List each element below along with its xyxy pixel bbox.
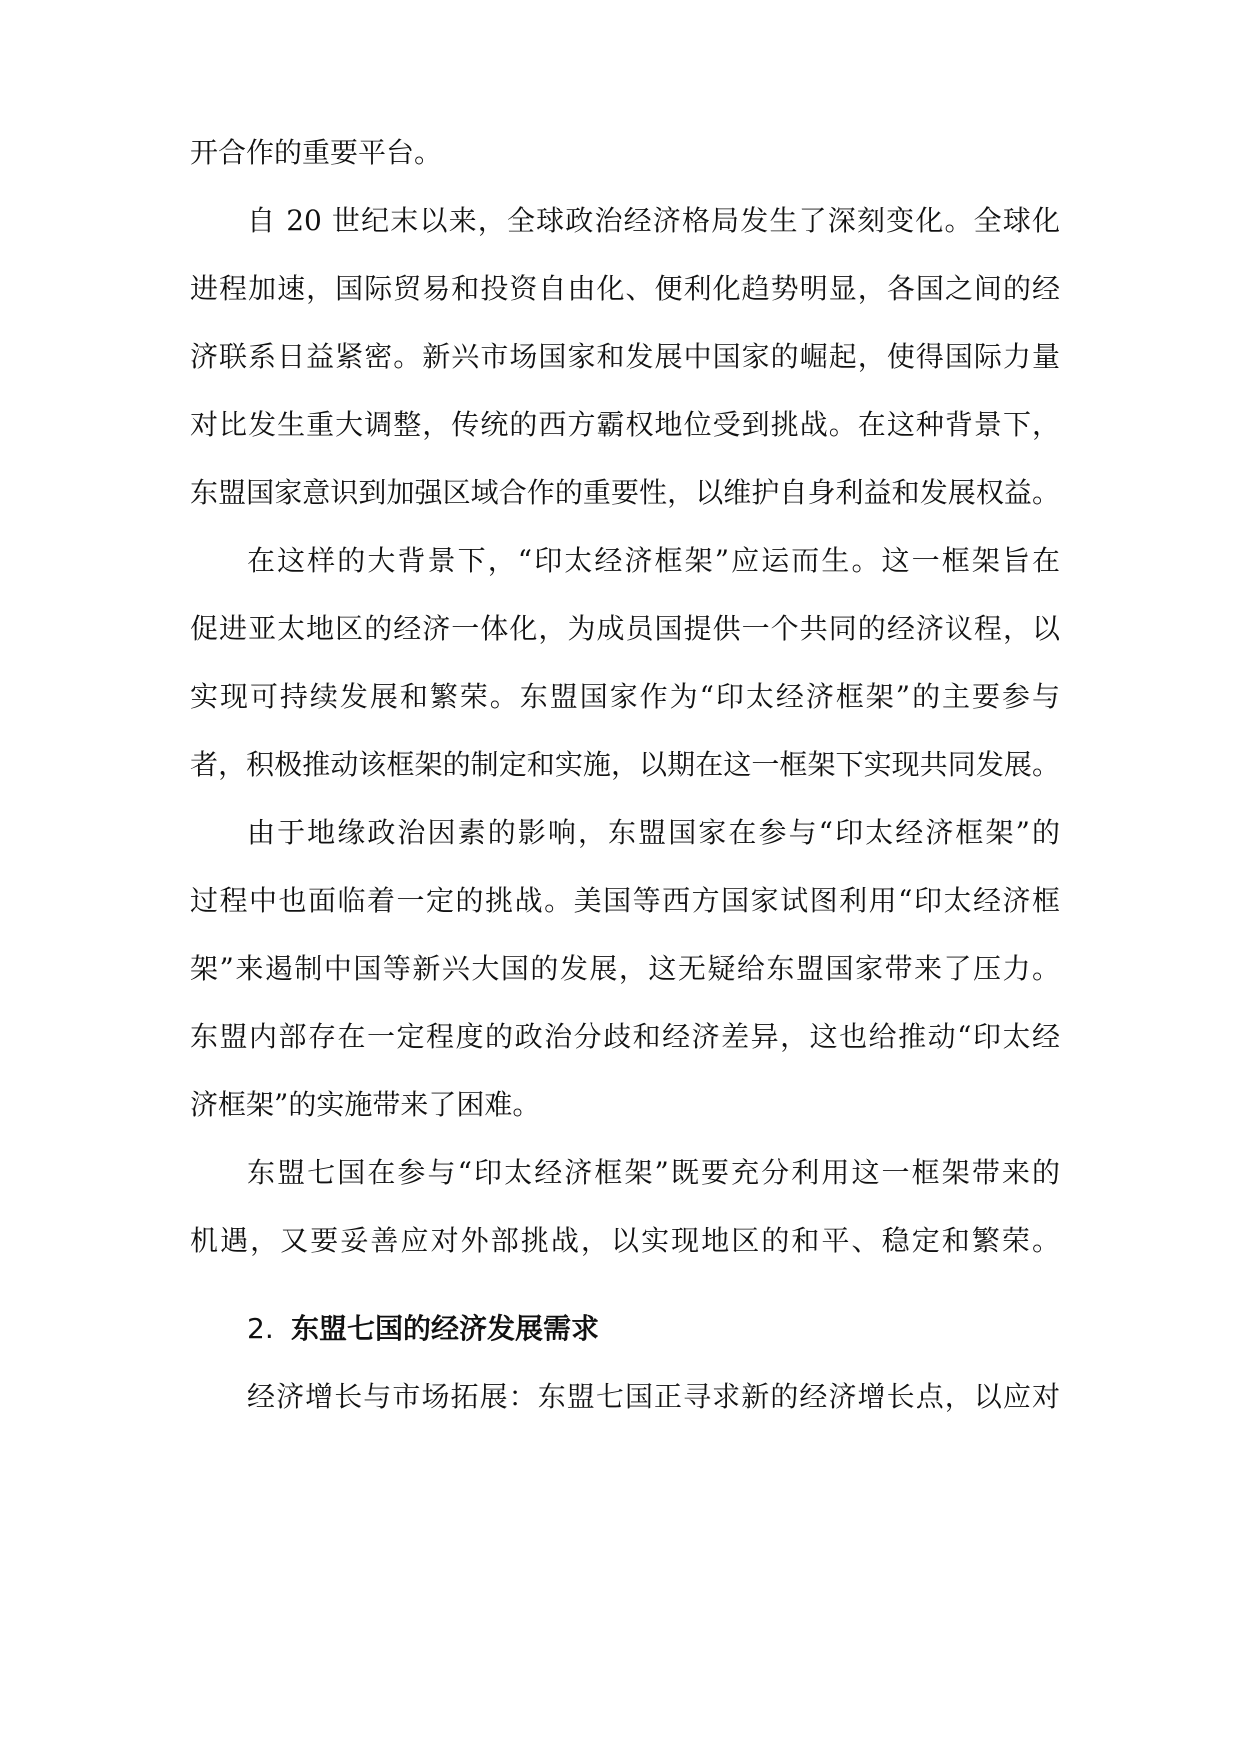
paragraph-line: 者，积极推动该框架的制定和实施，以期在这一框架下实现共同发展。 (190, 748, 1060, 781)
paragraph-line: 东盟内部存在一定程度的政治分歧和经济差异，这也给推动“印太经 (190, 1020, 1060, 1053)
paragraph-line: 在这样的大背景下，“印太经济框架”应运而生。这一框架旨在 (247, 544, 1060, 577)
section-title: 东盟七国的经济发展需求 (291, 1312, 600, 1345)
paragraph-line: 东盟国家意识到加强区域合作的重要性，以维护自身利益和发展权益。 (190, 476, 1060, 509)
paragraph-line: 过程中也面临着一定的挑战。美国等西方国家试图利用“印太经济框 (190, 884, 1060, 917)
paragraph-line: 促进亚太地区的经济一体化，为成员国提供一个共同的经济议程，以 (190, 612, 1060, 645)
section-number: 2. (247, 1312, 274, 1345)
paragraph-line: 开合作的重要平台。 (190, 136, 443, 169)
paragraph-line: 自 20 世纪末以来，全球政治经济格局发生了深刻变化。全球化 (247, 204, 1060, 237)
paragraph-line: 济联系日益紧密。新兴市场国家和发展中国家的崛起，使得国际力量 (190, 340, 1060, 373)
paragraph-line: 机遇，又要妥善应对外部挑战，以实现地区的和平、稳定和繁荣。 (190, 1224, 1060, 1257)
paragraph-line: 由于地缘政治因素的影响，东盟国家在参与“印太经济框架”的 (247, 816, 1060, 849)
paragraph-line: 实现可持续发展和繁荣。东盟国家作为“印太经济框架”的主要参与 (190, 680, 1060, 713)
paragraph-line: 济框架”的实施带来了困难。 (190, 1088, 541, 1121)
paragraph-line: 对比发生重大调整，传统的西方霸权地位受到挑战。在这种背景下， (190, 408, 1060, 441)
paragraph-line: 架”来遏制中国等新兴大国的发展，这无疑给东盟国家带来了压力。 (190, 952, 1060, 985)
paragraph-line: 进程加速，国际贸易和投资自由化、便利化趋势明显，各国之间的经 (190, 272, 1060, 305)
paragraph-line: 经济增长与市场拓展：东盟七国正寻求新的经济增长点，以应对 (247, 1380, 1060, 1413)
paragraph-line: 东盟七国在参与“印太经济框架”既要充分利用这一框架带来的 (247, 1156, 1060, 1189)
section-heading (247, 1309, 599, 1349)
